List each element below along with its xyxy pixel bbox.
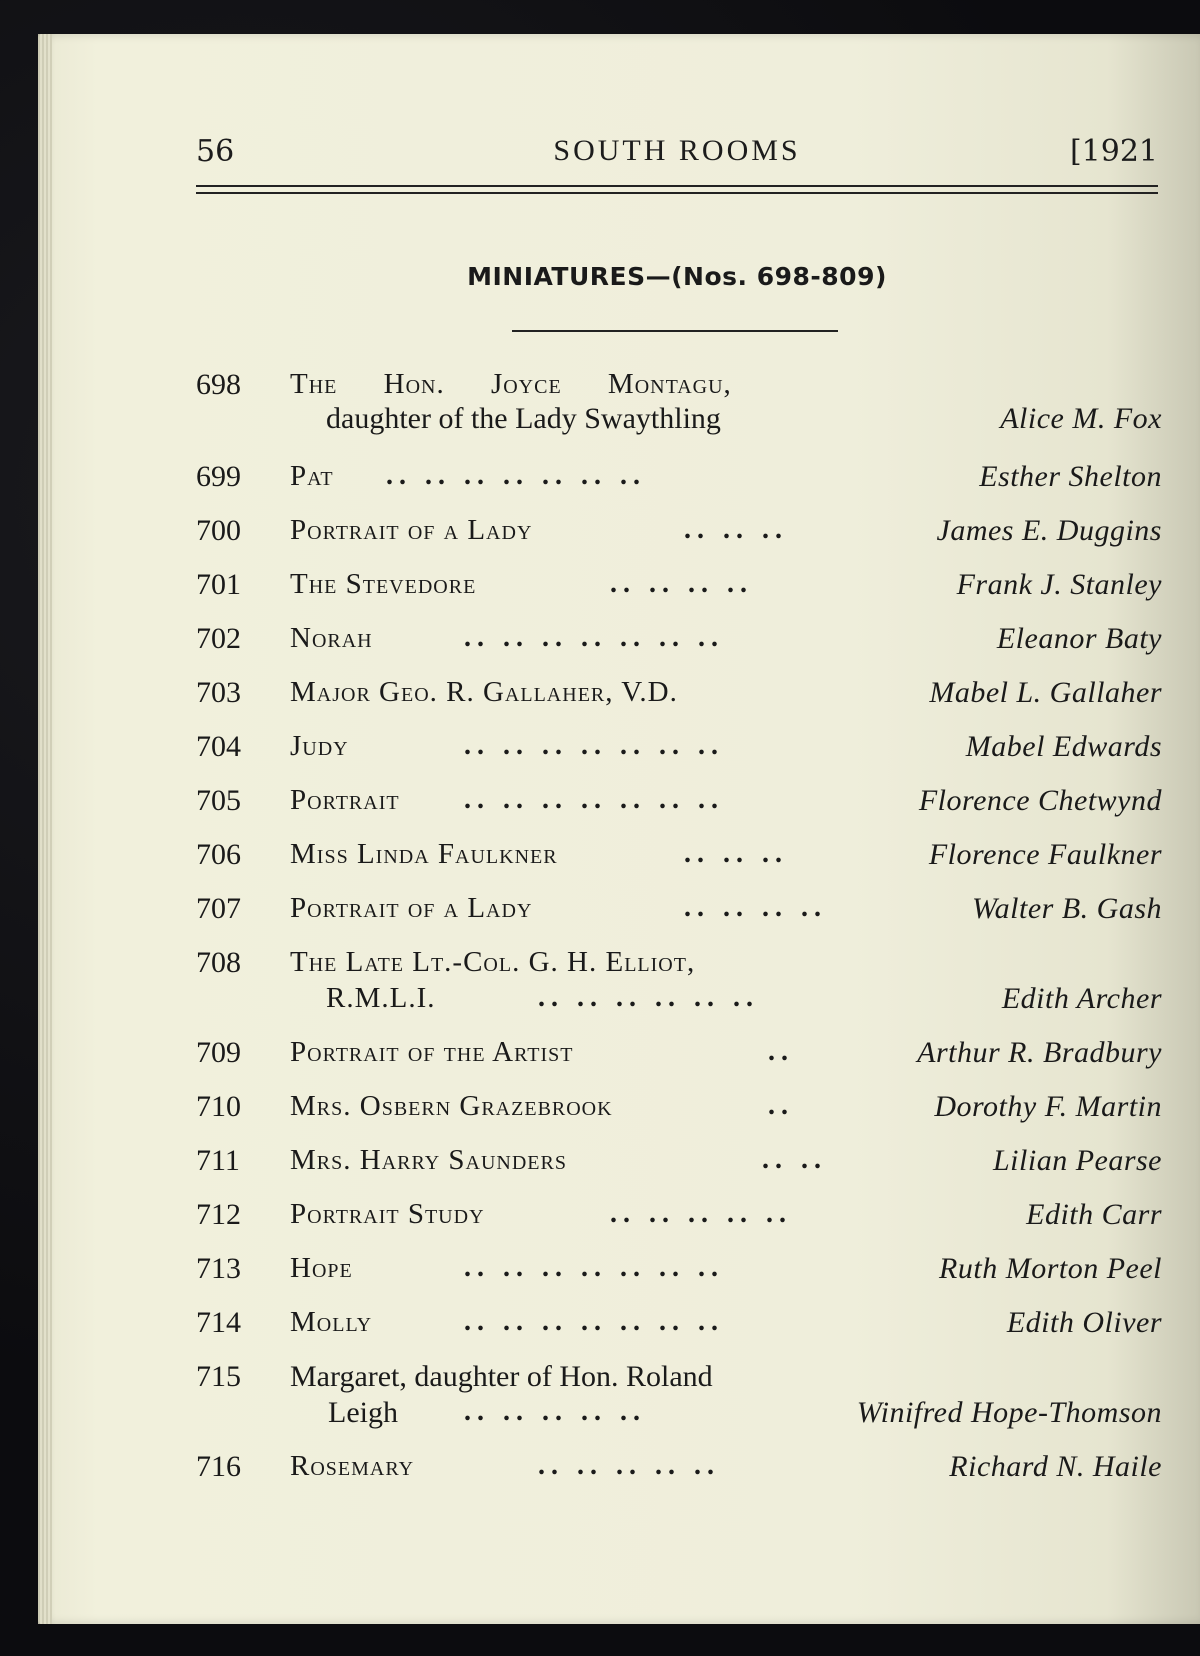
entry-title-continued: R.M.L.I. xyxy=(326,982,436,1014)
entry-number: 707 xyxy=(196,892,241,925)
section-rule xyxy=(512,330,838,332)
list-item xyxy=(196,676,1162,716)
entry-title: The Hon. Joyce Montagu, xyxy=(290,368,732,400)
entry-number: 708 xyxy=(196,946,241,979)
entry-artist: Edith Archer xyxy=(1001,982,1162,1015)
entry-number: 699 xyxy=(196,460,241,493)
entry-title: Portrait Study xyxy=(290,1198,485,1230)
list-item xyxy=(196,1306,1162,1346)
entry-title: Mrs. Osbern Grazebrook xyxy=(290,1090,613,1122)
dot-leader: .. .. .. .. .. .. .. xyxy=(464,730,724,761)
list-item xyxy=(196,1198,1162,1238)
list-item xyxy=(196,784,1162,824)
entry-number: 715 xyxy=(196,1360,241,1393)
list-item xyxy=(196,892,1162,932)
page-edge xyxy=(38,34,52,1624)
entry-title-continued: daughter of the Lady Swaythling xyxy=(326,402,721,435)
list-item xyxy=(196,1036,1162,1076)
entry-title: Margaret, daughter of Hon. Roland xyxy=(290,1360,713,1393)
entry-number: 698 xyxy=(196,368,241,401)
dot-leader: .. .. .. xyxy=(684,514,788,545)
dot-leader: .. .. .. .. xyxy=(610,568,753,599)
dot-leader: .. .. .. .. .. .. .. xyxy=(464,622,724,653)
entry-artist: Esther Shelton xyxy=(979,460,1162,493)
entry-number: 704 xyxy=(196,730,241,763)
dot-leader: .. .. .. .. .. xyxy=(610,1198,792,1229)
list-item xyxy=(196,368,1162,442)
list-item xyxy=(196,1360,1162,1436)
entry-artist: Winifred Hope-Thomson xyxy=(856,1396,1162,1429)
dot-leader: .. xyxy=(768,1090,794,1121)
list-item xyxy=(196,460,1162,500)
entry-title-continued: Leigh xyxy=(328,1396,398,1429)
page-number: 56 xyxy=(196,134,235,169)
entry-number: 703 xyxy=(196,676,241,709)
header-rule xyxy=(196,185,1158,187)
entry-artist: Ruth Morton Peel xyxy=(939,1252,1162,1285)
entry-title: Major Geo. R. Gallaher, V.D. xyxy=(290,676,678,708)
list-item xyxy=(196,568,1162,608)
entry-title: Hope xyxy=(290,1252,353,1284)
year: [1921 xyxy=(1069,134,1158,169)
entry-number: 713 xyxy=(196,1252,241,1285)
entry-title: Judy xyxy=(290,730,349,762)
entry-title: Miss Linda Faulkner xyxy=(290,838,558,870)
dot-leader: .. .. xyxy=(762,1144,827,1175)
entry-title: Molly xyxy=(290,1306,373,1338)
list-item xyxy=(196,946,1162,1022)
entry-artist: Frank J. Stanley xyxy=(956,568,1162,601)
entry-artist: Arthur R. Bradbury xyxy=(917,1036,1162,1069)
entry-artist: Mabel Edwards xyxy=(965,730,1162,763)
list-item xyxy=(196,730,1162,770)
dot-leader: .. .. .. .. .. xyxy=(464,1396,646,1427)
entry-number: 706 xyxy=(196,838,241,871)
entry-number: 714 xyxy=(196,1306,241,1339)
entry-number: 702 xyxy=(196,622,241,655)
list-item xyxy=(196,514,1162,554)
entry-title: The Late Lt.-Col. G. H. Elliot, xyxy=(290,946,696,978)
list-item xyxy=(196,1252,1162,1292)
entry-artist: Mabel L. Gallaher xyxy=(929,676,1162,709)
entry-number: 711 xyxy=(196,1144,240,1177)
entry-title: Norah xyxy=(290,622,373,654)
list-item xyxy=(196,1450,1162,1490)
running-header xyxy=(196,134,1158,174)
entry-title: Rosemary xyxy=(290,1450,415,1482)
entry-artist: Florence Chetwynd xyxy=(918,784,1162,817)
list-item xyxy=(196,1144,1162,1184)
entry-number: 710 xyxy=(196,1090,241,1123)
entry-artist: Edith Oliver xyxy=(1006,1306,1162,1339)
entry-artist: Dorothy F. Martin xyxy=(934,1090,1162,1123)
dot-leader: .. .. .. .. xyxy=(684,892,827,923)
header-rule-second xyxy=(196,192,1158,194)
entry-title: Portrait of a Lady xyxy=(290,514,533,546)
entry-number: 712 xyxy=(196,1198,241,1231)
entry-title: Pat xyxy=(290,460,334,492)
entry-artist: Walter B. Gash xyxy=(971,892,1162,925)
entry-artist: Alice M. Fox xyxy=(1000,402,1162,435)
dot-leader: .. .. .. .. .. .. xyxy=(538,982,759,1013)
dot-leader: .. .. .. .. .. .. .. xyxy=(464,784,724,815)
entry-artist: Richard N. Haile xyxy=(949,1450,1162,1483)
running-title: SOUTH ROOMS xyxy=(553,134,801,167)
entry-title: Portrait xyxy=(290,784,400,816)
entry-number: 700 xyxy=(196,514,241,547)
entry-artist: Eleanor Baty xyxy=(996,622,1162,655)
entry-title: The Stevedore xyxy=(290,568,477,600)
list-item xyxy=(196,622,1162,662)
entry-artist: Florence Faulkner xyxy=(928,838,1162,871)
entry-artist: James E. Duggins xyxy=(936,514,1162,547)
dot-leader: .. .. .. .. .. xyxy=(538,1450,720,1481)
dot-leader: .. .. .. xyxy=(684,838,788,869)
entry-artist: Edith Carr xyxy=(1026,1198,1162,1231)
dot-leader: .. .. .. .. .. .. .. xyxy=(464,1306,724,1337)
entry-number: 701 xyxy=(196,568,241,601)
entry-number: 709 xyxy=(196,1036,241,1069)
entry-artist: Lilian Pearse xyxy=(993,1144,1162,1177)
list-item xyxy=(196,1090,1162,1130)
dot-leader: .. .. .. .. .. .. .. xyxy=(464,1252,724,1283)
entry-title: Portrait of a Lady xyxy=(290,892,533,924)
list-item xyxy=(196,838,1162,878)
entry-title: Portrait of the Artist xyxy=(290,1036,574,1068)
entry-title: Mrs. Harry Saunders xyxy=(290,1144,567,1176)
section-title: MINIATURES—(Nos. 698-809) xyxy=(467,262,887,291)
dot-leader: .. .. .. .. .. .. .. xyxy=(386,460,646,491)
dot-leader: .. xyxy=(768,1036,794,1067)
entry-number: 716 xyxy=(196,1450,241,1483)
entry-number: 705 xyxy=(196,784,241,817)
